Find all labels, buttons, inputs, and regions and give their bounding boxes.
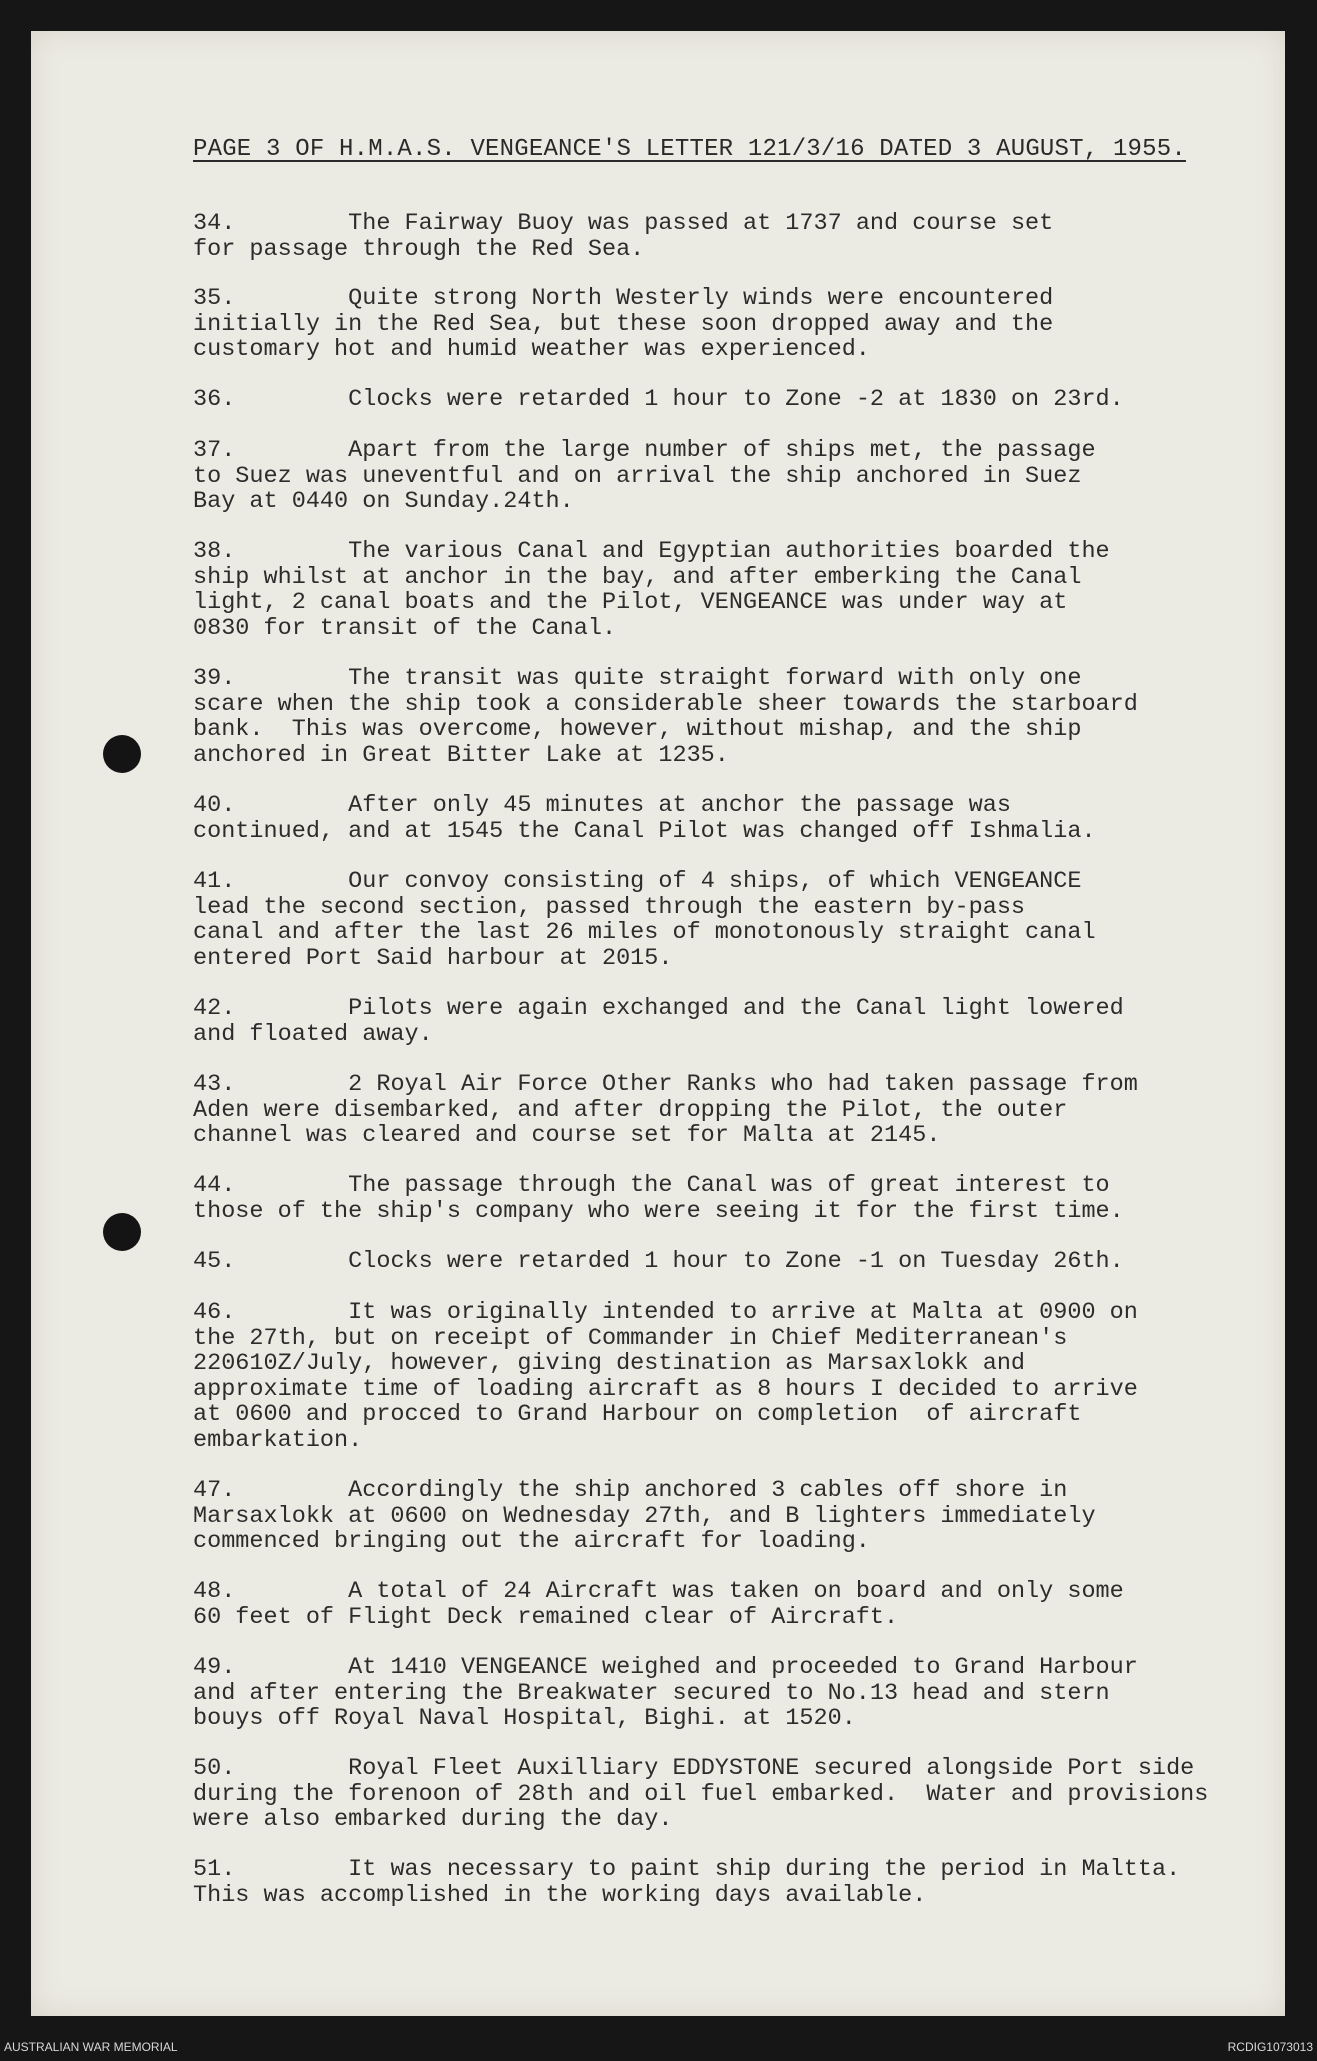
paragraph-45 [193,1249,1124,1275]
paragraph-line: Apart from the large number of ships met, the passage [348,437,1096,464]
paragraph-line: 2 Royal Air Force Other Ranks who had taken passage from [348,1071,1138,1098]
paragraph-line: light, 2 canal boats and the Pilot, VENGEANCE was under way at [193,589,1068,616]
paragraph-line: Marsaxlokk at 0600 on Wednesday 27th, and B lighters immediately [193,1502,1096,1530]
paragraph-line: It was necessary to paint ship during the period in Maltta. [348,1856,1181,1883]
paragraph-line: the 27th, but on receipt of Commander in Chief Mediterranean's [193,1324,1068,1352]
letter-body [193,210,1301,1909]
paragraph-line: The Fairway Buoy was passed at 1737 and course set [348,210,1054,237]
paragraph-line: Bay at 0440 on Sunday.24th. [193,488,574,515]
paragraph-line: and after entering the Breakwater secured to No.13 head and stern [193,1679,1110,1707]
paragraph-line: The passage through the Canal was of great interest to [348,1172,1110,1199]
punch-hole [103,1213,141,1251]
paragraph-line: It was originally intended to arrive at Malta at 0900 on [348,1299,1138,1326]
paragraph-line: Royal Fleet Auxilliary EDDYSTONE secured alongside Port side [348,1755,1195,1782]
paragraph-number: 45. [193,1248,236,1275]
paragraph-37 [193,438,1096,515]
paragraph-line: at 0600 and procced to Grand Harbour on completion of aircraft [193,1401,1082,1428]
paragraph-line: The transit was quite straight forward with only one [348,665,1082,692]
paragraph-51 [193,1857,1180,1908]
paragraph-38 [193,539,1110,641]
paragraph-line: 60 feet of Flight Deck remained clear of Aircraft. [193,1603,899,1631]
paragraph-line: This was accomplished in the working days available. [193,1881,927,1909]
paragraph-number: 38. [193,538,236,565]
paragraph-number: 35. [193,285,236,312]
paragraph-number: 39. [193,665,236,692]
paragraph-line: Our convoy consisting of 4 ships, of which VENGEANCE [348,868,1082,895]
paragraph-line: bank. This was overcome, however, without mishap, and the ship [193,716,1082,743]
paragraph-line: to Suez was uneventful and on arrival the ship anchored in Suez [193,462,1082,490]
paragraph-48 [193,1579,1124,1630]
paragraph-line: ship whilst at anchor in the bay, and after emberking the Canal [193,563,1082,591]
paragraph-line: Pilots were again exchanged and the Canal light lowered [348,995,1124,1022]
paragraph-line: After only 45 minutes at anchor the passage was [348,792,1011,819]
paragraph-number: 44. [193,1172,236,1199]
paragraph-number: 36. [193,386,236,413]
paragraph-number: 37. [193,437,236,464]
paragraph-line: A total of 24 Aircraft was taken on board and only some [348,1578,1124,1605]
paragraph-line: Clocks were retarded 1 hour to Zone -1 on Tuesday 26th. [348,1248,1124,1275]
paragraph-47 [193,1478,1096,1555]
paragraph-number: 48. [193,1578,236,1605]
paragraph-40 [193,793,1096,844]
paragraph-line: lead the second section, passed through the eastern by-pass [193,893,1026,921]
paragraph-line: scare when the ship took a considerable sheer towards the starboard [193,690,1138,718]
paragraph-number: 51. [193,1856,236,1883]
paragraph-34 [193,211,1053,262]
paragraph-35 [193,286,1053,363]
paragraph-line: continued, and at 1545 the Canal Pilot was changed off Ishmalia. [193,817,1096,845]
paragraph-line: At 1410 VENGEANCE weighed and proceeded to Grand Harbour [348,1654,1138,1681]
paragraph-41 [193,869,1096,971]
paragraph-39 [193,666,1138,768]
paragraph-line: Clocks were retarded 1 hour to Zone -2 at 1830 on 23rd. [348,386,1124,413]
paragraph-line: initially in the Red Sea, but these soon dropped away and the [193,310,1054,338]
paragraph-line: those of the ship's company who were seeing it for the first time. [193,1197,1124,1225]
paragraph-number: 41. [193,868,236,895]
archive-reference: RCDIG1073013 [1227,2040,1313,2054]
paragraph-number: 40. [193,792,236,819]
paragraph-line: and floated away. [193,1020,433,1048]
paragraph-line: commenced bringing out the aircraft for loading. [193,1528,870,1555]
paragraph-49 [193,1655,1138,1732]
paragraph-number: 42. [193,995,236,1022]
paragraph-42 [193,996,1124,1047]
paragraph-line: bouys off Royal Naval Hospital, Bighi. at 1520. [193,1705,856,1732]
paragraph-50 [193,1756,1208,1833]
paragraph-number: 46. [193,1299,236,1326]
punch-hole [103,735,141,773]
paragraph-44 [193,1173,1124,1224]
paragraph-line: for passage through the Red Sea. [193,235,645,263]
paragraph-line: channel was cleared and course set for Malta at 2145. [193,1122,941,1149]
paragraph-number: 43. [193,1071,236,1098]
paragraph-line: canal and after the last 26 miles of monotonously straight canal [193,919,1096,946]
page-header: PAGE 3 OF H.M.A.S. VENGEANCE'S LETTER 121/3/16 DATED 3 AUGUST, 1955. [193,136,1186,163]
paragraph-number: 47. [193,1477,236,1504]
paragraph-line: Aden were disembarked, and after dropping the Pilot, the outer [193,1096,1068,1124]
paragraph-line: 0830 for transit of the Canal. [193,614,617,642]
paragraph-line: embarkation. [193,1426,363,1454]
paragraph-46 [193,1300,1138,1453]
paragraph-line: The various Canal and Egyptian authorities boarded the [348,538,1110,565]
paragraph-line: anchored in Great Bitter Lake at 1235. [193,741,729,769]
paragraph-line: Accordingly the ship anchored 3 cables off shore in [348,1477,1068,1504]
paragraph-36 [193,387,1124,413]
paragraph-line: Quite strong North Westerly winds were encountered [348,285,1054,312]
paragraph-number: 49. [193,1654,236,1681]
document-page [31,31,1285,2016]
archive-credit: AUSTRALIAN WAR MEMORIAL [4,2040,178,2054]
paragraph-number: 34. [193,210,236,237]
paragraph-line: during the forenoon of 28th and oil fuel embarked. Water and provisions [193,1780,1209,1808]
paragraph-line: approximate time of loading aircraft as 8 hours I decided to arrive [193,1375,1138,1403]
paragraph-line: entered Port Said harbour at 2015. [193,944,673,972]
paragraph-line: customary hot and humid weather was experienced. [193,336,870,363]
paragraph-43 [193,1072,1138,1149]
paragraph-number: 50. [193,1755,236,1782]
paragraph-line: 220610Z/July, however, giving destination as Marsaxlokk and [193,1350,1026,1377]
paragraph-line: were also embarked during the day. [193,1806,673,1833]
